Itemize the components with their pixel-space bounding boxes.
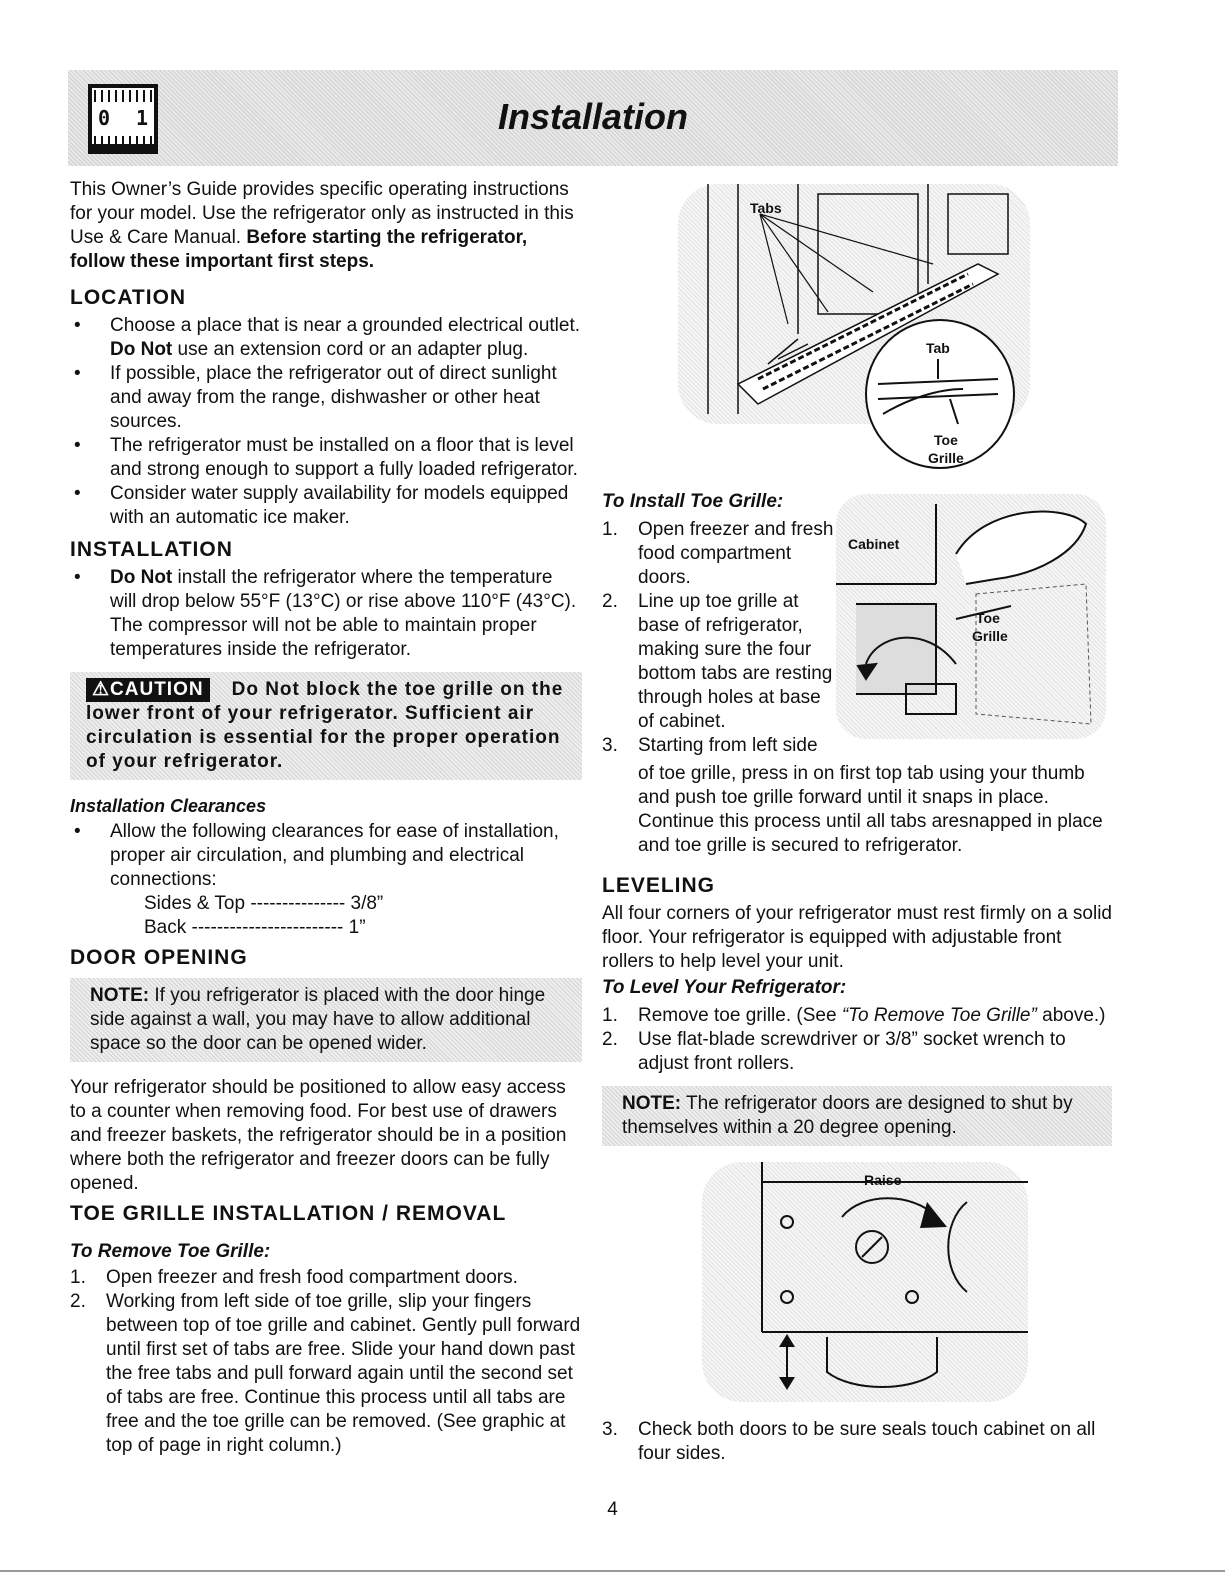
page-number: 4 [607,1499,618,1520]
list-item: • Allow the following clearances for ease of installation, proper air circulation, and plumbing and electrical connections: [70,820,582,892]
install-toe-grille-figure [836,494,1106,739]
leveling-heading: LEVELING [602,874,716,897]
left-column [70,178,582,1458]
leveling-paragraph: All four corners of your refrigerator must rest firmly on a solid floor. Your refrigerator is equipped with adjustable front rollers to help level your unit. [602,903,1113,972]
cabinet-label: Cabinet [848,536,900,552]
tabs-label: Tabs [750,200,782,216]
note-label: NOTE: [622,1093,682,1114]
note-text: If you refrigerator is placed with the door hinge side against a wall, you may have to allow additional space so the door can be opened wider. [90,985,546,1054]
list-item: • Do Not install the refrigerator where the temperature will drop below 55°F (13°C) or rise above 110°F (43°C). The compressor will not be able to maintain proper temperatures inside the refrigerator. [70,566,582,662]
caution-box [70,672,582,780]
right-column [602,762,1112,1146]
install-steps [602,518,834,758]
level-heading: To Level Your Refrigerator: [602,977,847,998]
list-item: • Choose a place that is near a grounded electrical outlet. Do Not use an extension cord or an adapter plug. [70,314,582,362]
list-item: • The refrigerator must be installed on a floor that is level and strong enough to support a fully loaded refrigerator. [70,434,582,482]
page-header [68,70,1118,166]
list-item: 1. Open freezer and fresh food compartment doors. [602,519,834,588]
location-heading: LOCATION [70,286,187,309]
roller-raise-drawing [702,1162,1028,1402]
caution-text: Do Not block the toe grille on the lower front of your refrigerator. Sufficient air circulation is essential for the proper operation of your refrigerator. [86,679,564,772]
list-item: • Consider water supply availability for models equipped with an automatic ice maker. [70,482,582,530]
door-note-box [70,978,582,1062]
intro-paragraph [70,178,582,274]
tab-label: Tab [926,340,950,356]
clearances-list [70,820,582,892]
clearances-heading: Installation Clearances [70,796,267,816]
toe-grille-tabs-drawing [678,184,1030,484]
list-item: 1. Remove toe grille. (See “To Remove Toe Grille” above.) [602,1005,1106,1026]
note-label: NOTE: [90,985,150,1006]
list-item: 1. Open freezer and fresh food compartment doors. [70,1267,518,1288]
toe-grille-tabs-figure [678,184,1030,466]
list-item: 3. Check both doors to be sure seals touch cabinet on all four sides. [602,1419,1096,1464]
clearance-row: Sides & Top --------------- 3/8” [144,893,384,914]
list-item: 2. Working from left side of toe grille, slip your fingers between top of toe grille and cabinet. Gently pull forward until first set of tabs are free. Slide your hand down past the free tabs and pull forward again until the second set of tabs are free. Continue this process until all tabs are free and the toe grille can be removed. (See graphic at top of page in right column.) [70,1291,581,1456]
toe-label: Toe [976,610,1000,626]
raise-label: Raise [864,1172,902,1188]
door-opening-heading: DOOR OPENING [70,946,248,969]
door-paragraph: Your refrigerator should be positioned to allow easy access to a counter when removing food. For best use of drawers and freezer baskets, the refrigerator should be in a position where both the refrigerator and freezer doors can be fully opened. [70,1077,567,1194]
caution-badge: ⚠CAUTION [86,678,210,702]
remove-heading: To Remove Toe Grille: [70,1241,271,1262]
grille-label: Grille [972,628,1008,644]
clearance-row: Back ------------------------ 1” [144,917,366,938]
leveling-note-box [602,1086,1112,1146]
level-steps-continued [602,1418,1112,1466]
installation-heading: INSTALLATION [70,538,233,561]
list-item: • If possible, place the refrigerator out of direct sunlight and away from the range, dishwasher or other heat sources. [70,362,582,434]
list-item: 3. Starting from left side [602,735,818,756]
page-title: Installation [497,96,689,137]
install-step3-continued: of toe grille, press in on first top tab using your thumb and push toe grille forward until it snaps in place. Continue this process until all tabs aresnapped in place and toe grille is secured to refrigerator. [638,763,1103,856]
remove-steps [70,1266,582,1458]
install-toe-grille-drawing [836,494,1106,739]
location-list [70,314,582,530]
install-heading: To Install Toe Grille: [602,491,784,512]
list-item: 2. Line up toe grille at base of refrigerator, making sure the four bottom tabs are resting through holes at base of cabinet. [602,591,833,732]
page-divider [0,1570,1225,1572]
install-column [602,490,834,758]
note-text: The refrigerator doors are designed to shut by themselves within a 20 degree opening. [622,1093,1073,1138]
installation-list [70,566,582,662]
level-step3 [602,1418,1112,1466]
level-steps [602,1004,1112,1076]
ruler-digit-1: 1 [135,106,148,130]
grille-label: Grille [928,450,964,466]
ruler-digit-0: 0 [98,106,111,130]
toe-grille-heading: TOE GRILLE INSTALLATION / REMOVAL [70,1202,507,1225]
roller-raise-figure [702,1162,1028,1402]
intro-text: This Owner’s Guide provides specific operating instructions for your model. Use the refrigerator only as instructed in this Use & Care Manual. [70,179,574,248]
list-item: 2. Use flat-blade screwdriver or 3/8” socket wrench to adjust front rollers. [602,1029,1066,1074]
intro-bold-text: Before starting the refrigerator, follow these important first steps. [70,227,528,272]
toe-label: Toe [934,432,958,448]
